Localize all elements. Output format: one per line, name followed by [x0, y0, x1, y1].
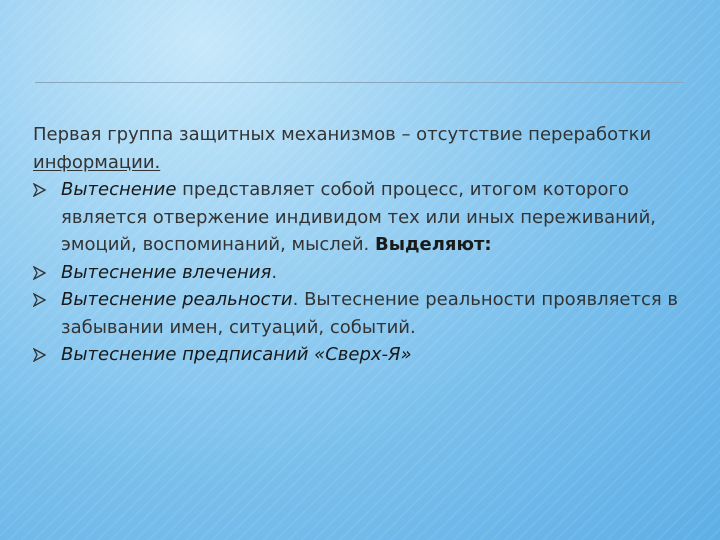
- bullet-text: .: [271, 261, 278, 283]
- bullet-text: представляет собой процесс, итогом которого является отвержение индивидом тех или иных переживаний, эмоций, воспоминаний, мыслей.: [61, 179, 657, 255]
- intro-text: Первая группа защитных механизмов – отсутствие переработки: [33, 124, 652, 145]
- bullet-tail: Выделяют:: [374, 234, 492, 255]
- arrowhead-bullet-icon: [33, 293, 46, 307]
- list-item: [33, 341, 705, 369]
- intro-paragraph: [33, 121, 705, 176]
- title-divider: [35, 82, 684, 83]
- arrowhead-bullet-icon: [33, 183, 46, 197]
- list-item: [33, 176, 705, 259]
- slide-content: [33, 121, 705, 369]
- bullet-text: . Вытеснение реальности проявляется в забывании имен, ситуаций, событий.: [61, 289, 679, 338]
- bullet-list: [33, 176, 705, 369]
- arrowhead-bullet-icon: [33, 266, 46, 280]
- bullet-term: Вытеснение влечения: [61, 261, 272, 283]
- bullet-term: Вытеснение: [61, 179, 177, 200]
- arrowhead-bullet-icon: [33, 348, 46, 362]
- list-item: [33, 259, 705, 287]
- bullet-term: Вытеснение предписаний «Сверх-Я»: [61, 344, 412, 365]
- list-item: [33, 286, 705, 341]
- bullet-term: Вытеснение реальности: [61, 289, 293, 310]
- intro-underlined-text: информации.: [33, 151, 161, 173]
